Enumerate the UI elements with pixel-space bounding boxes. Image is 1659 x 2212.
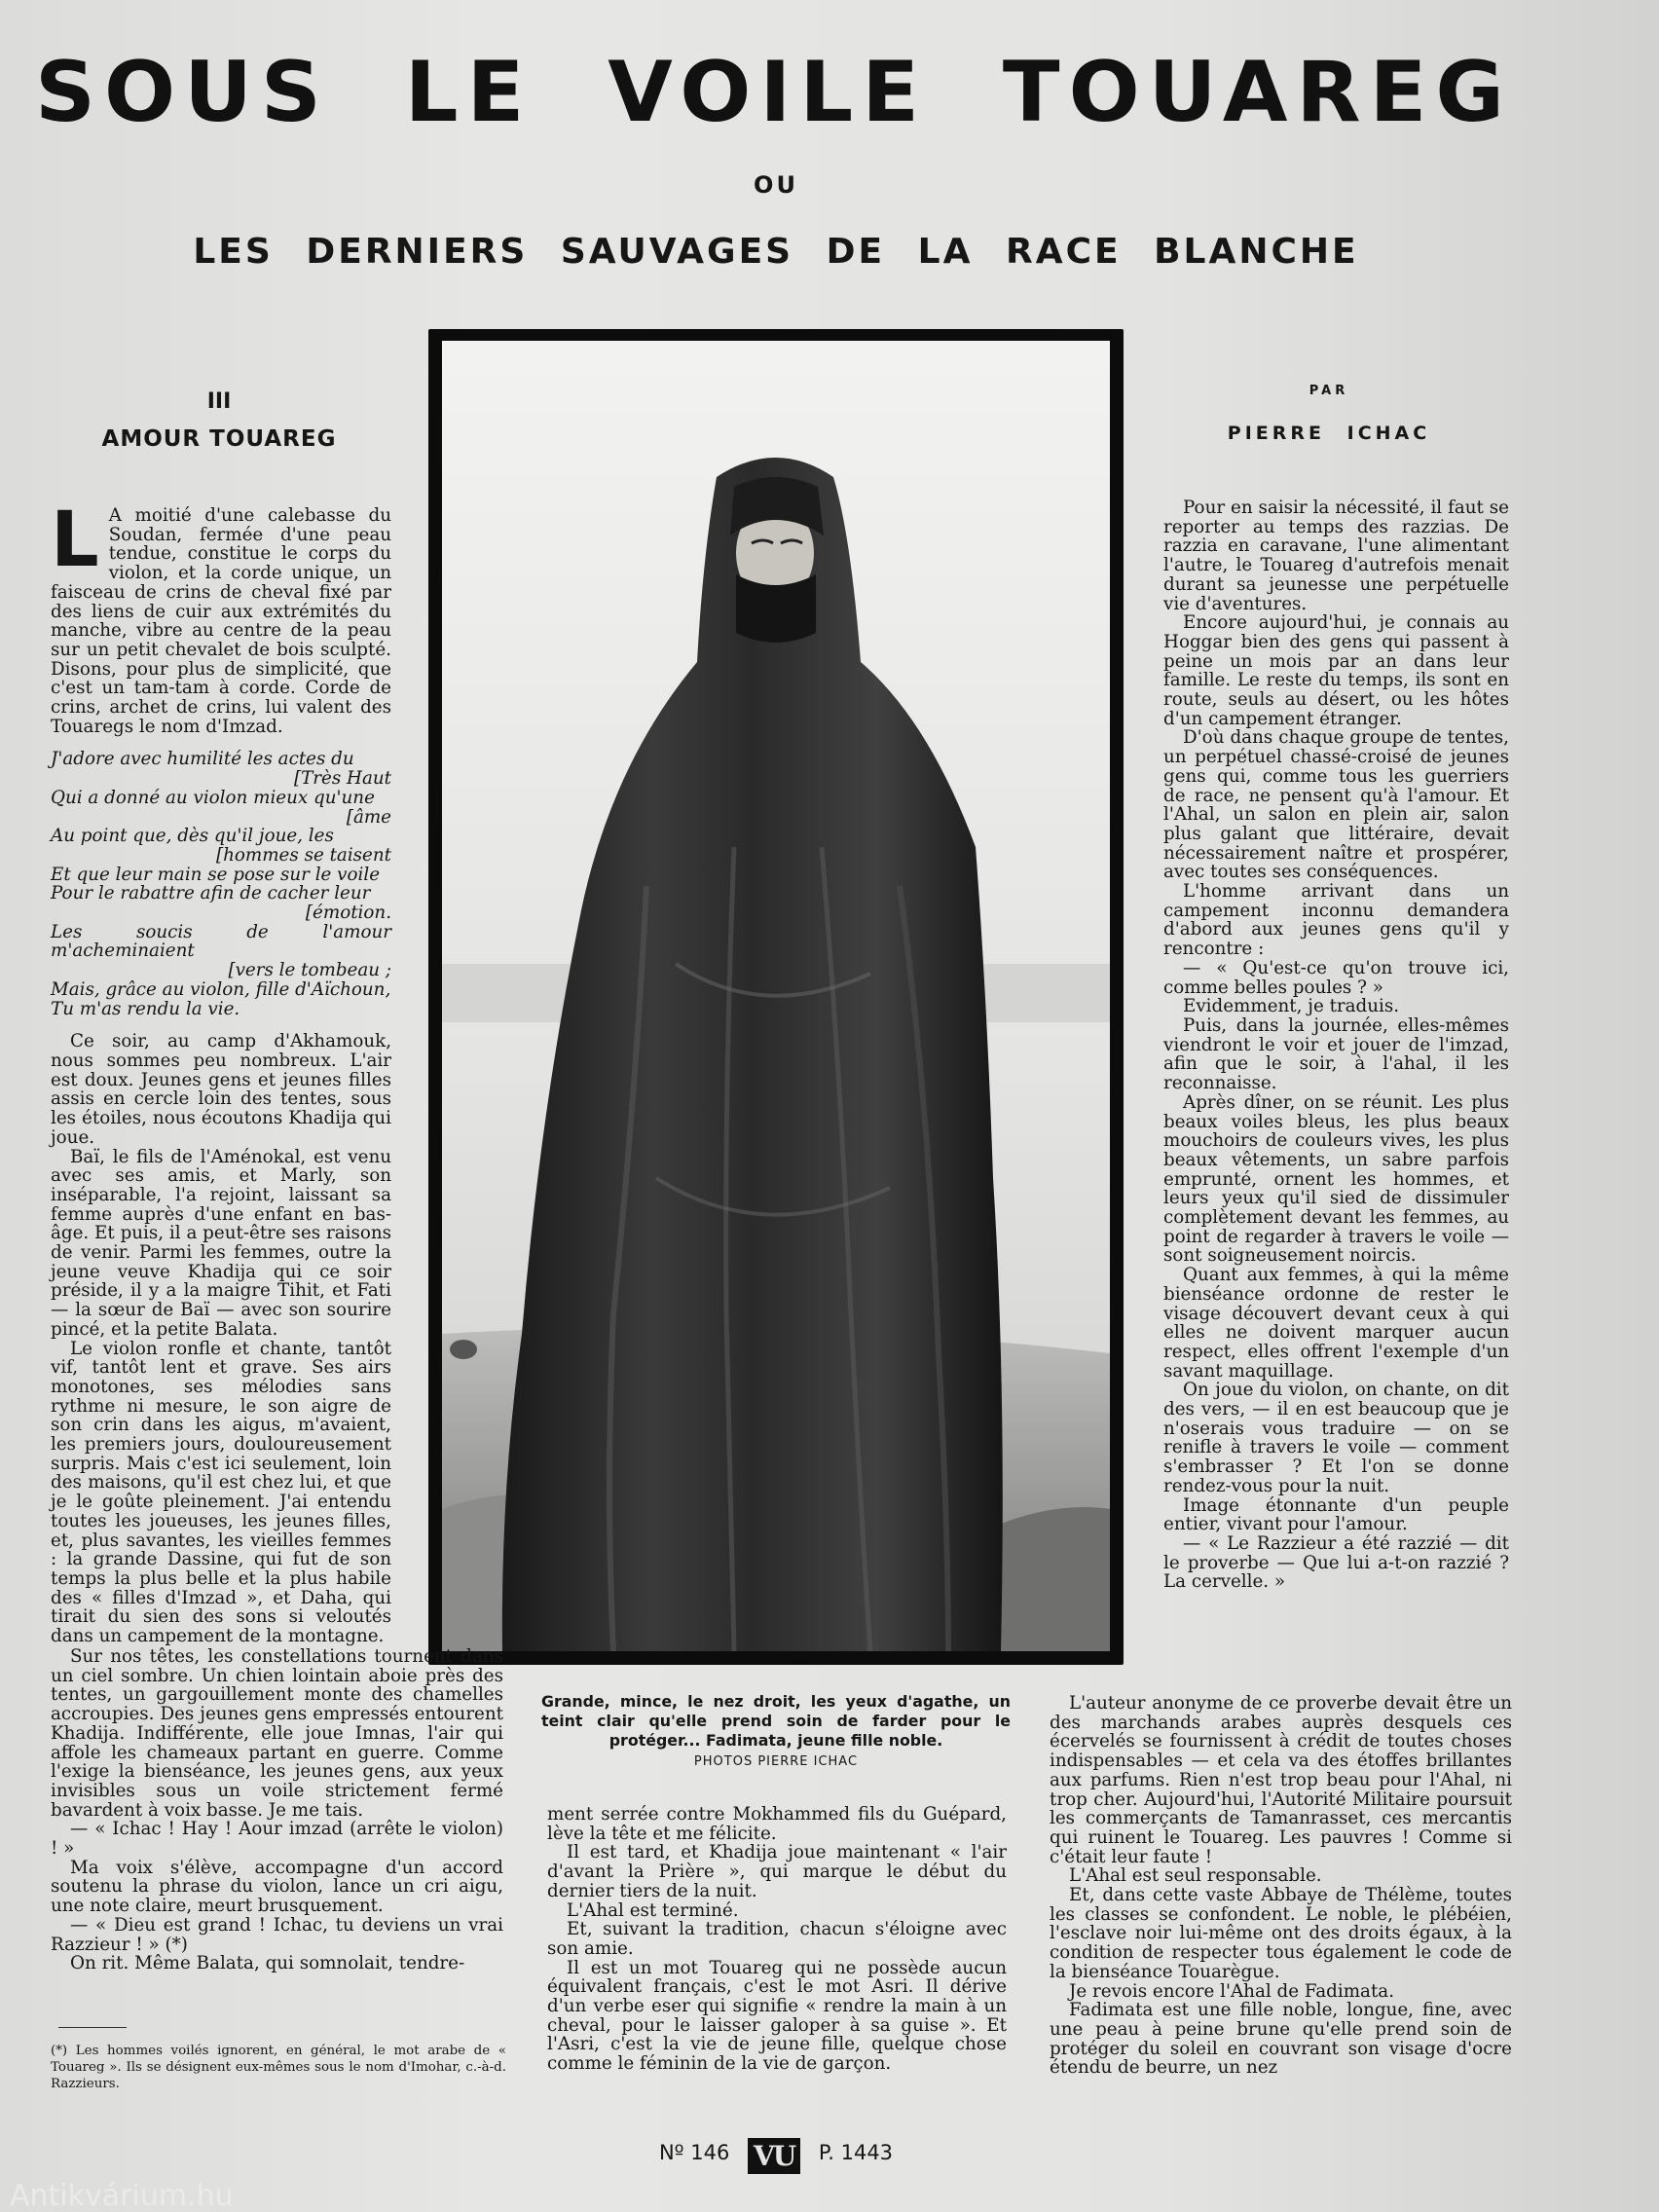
paragraph: Pour en saisir la nécessité, il faut se reporter au temps des razzias. De razzia en caravane, l'une alimentant l'autre, le Touareg d'autrefois menait durant sa jeunesse une perpétuelle vie d'aventures. [1163,498,1509,614]
vu-logo: VU [748,2138,800,2174]
poem-line: Tu m'as rendu la vie. [51,998,240,1019]
page-folio [0,2138,1552,2174]
paragraph: Sur nos têtes, les constellations tournent dans un ciel sombre. Un chien lointain aboie près des tentes, un gargouillement monte des chamelles accroupies. Des jeunes gens empressés entourent Khadija. Indifférente, elle joue Imnas, l'air qui affole les chameaux partant en guerre. Comme l'exige la bienséance, les jeunes gens, aux yeux invisibles sous un voile strictement fermé bavardent à voix basse. Je me tais. [51,1646,503,1821]
photo-frame [428,329,1124,1665]
paragraph: Ce soir, au camp d'Akhamouk, nous sommes peu nombreux. L'air est doux. Jeunes gens et jeunes filles assis en cercle loin des tentes, sous les étoiles, nous écoutons Khadija qui joue. [51,1031,391,1148]
photo-veiled-woman [442,341,1110,1651]
column-right [1163,498,1509,1592]
paragraph: L'homme arrivant dans un campement inconnu demandera d'abord aux jeunes gens qu'il y rencontre : [1163,881,1509,960]
lead-paragraph-text: A moitié d'une calebasse du Soudan, fermée d'une peau tendue, constitue le corps du violon, et la corde unique, un faisceau de crins de cheval fixé par des liens de cuir aux extrémités du manche, vibre au centre de la peau sur un petit chevalet de bois sculpté. Disons, pour plus de simplicité, que c'est un tam-tam à corde. Corde de crins, archet de crins, lui valent des Touaregs le nom d'Imzad. [51,505,391,737]
paragraph: Evidemment, je traduis. [1183,996,1400,1017]
paragraph: Ma voix s'élève, accompagne d'un accord soutenu la phrase du violon, lance un cri aigu, une note claire, meurt brusquement. [51,1857,503,1917]
paragraph: ment serrée contre Mokhammed fils du Guépard, lève la tête et me félicite. [547,1804,1007,1844]
poem-line: [vers le tombeau ; [228,960,391,981]
paragraph: — « Qu'est-ce qu'on trouve ici, comme belles poules ? » [1163,957,1509,998]
article-title: SOUS LE VOILE TOUAREG [35,44,1513,141]
paragraph: Et, suivant la tradition, chacun s'éloigne avec son amie. [547,1919,1007,1959]
paragraph: Fadimata est une fille noble, longue, fine, avec une peau à peine brune qu'elle prend soin de protéger du soleil en couvrant son visage d'ocre étendu de beurre, un nez [1050,2000,1512,2079]
paragraph: Après dîner, on se réunit. Les plus beaux voiles bleus, les plus beaux mouchoirs de couleurs vives, les plus beaux vêtements, un sabre parfois emprunté, ornent les hommes, et leurs yeux qu'il sied de dissimuler complètement devant les femmes, au point de regarder à travers le voile — sont soigneusement noircis. [1163,1091,1509,1267]
paragraph: L'auteur anonyme de ce proverbe devait être un des marchands arabes auprès desquels ces écervelés se fournissent à crédit de toutes choses indispensables — et cela va des étoffes brillantes aux parfums. Rien n'est trop beau pour l'Ahal, ni trop cher. Aujourd'hui, l'Autorité Militaire poursuit les commerçants de Tamanrasset, ces mercantis qui ruinent le Touareg. Les pauvres ! Comme si c'était leur faute ! [1050,1693,1512,1867]
footnote: (*) Les hommes voilés ignorent, en général, le mot arabe de « Touareg ». Ils se désignent eux-mêmes sous le nom d'Imohar, c.-à-d. Razzieurs. [51,2044,506,2091]
paragraph: — « Ichac ! Hay ! Aour imzad (arrête le violon) ! » [51,1819,503,1860]
poem-line: [émotion. [305,903,391,924]
column-middle [547,1805,1007,2074]
paragraph: L'Ahal est seul responsable. [1069,1865,1322,1887]
poem-line: Qui a donné au violon mieux qu'une [51,787,375,808]
poem-line: J'adore avec humilité les actes du [51,749,354,770]
photo-caption: Grande, mince, le nez droit, les yeux d'agathe, un teint clair qu'elle prend soin de farder pour le protéger... Fadimata, jeune fille noble. [541,1692,1011,1750]
paragraph: — « Le Razzieur a été razzié — dit le proverbe — Que lui a-t-on razzié ? La cervelle. » [1163,1532,1509,1593]
paragraph: Je revois encore l'Ahal de Fadimata. [1069,1980,1395,2002]
paragraph: Il est un mot Touareg qui ne possède aucun équivalent français, c'est le mot Asri. Il dérive d'un verbe eser qui signifie « rendre la main à un cheval, pour le laisser galoper à sa guise ». Et l'Asri, c'est la vie de jeune fille, quelque chose comme le féminin de la vie de garçon. [547,1957,1007,2075]
paragraph: Et, dans cette vaste Abbaye de Thélème, toutes les classes se confondent. Le noble, le plébéien, l'esclave noir lui-même ont des droits égaux, à la condition de respecter tous également le code de la bienséance Touarègue. [1050,1885,1512,1982]
page-number: P. 1443 [818,2141,894,2164]
poem-line: Pour le rabattre afin de cacher leur [51,883,371,904]
paragraph: Baï, le fils de l'Aménokal, est venu avec ses amis, et Marly, son inséparable, l'a rejoint, laissant sa femme auprès d'une enfant en bas-âge. Et puis, il a peut-être ses raisons de venir. Parmi les femmes, outre la jeune veuve Khadija qui ce soir préside, il y a la maigre Tihit, et Fati — la sœur de Baï — avec son sourire pincé, et la petite Balata. [51,1146,391,1340]
paragraph: Le violon ronfle et chante, tantôt vif, tantôt lent et grave. Ses airs monotones, ses mélodies sans rythme ni mesure, le son aigre de son crin dans les aigus, m'avaient, les premiers jours, douloureusement surpris. Mais c'est ici seulement, loin des maisons, qu'il est chez lui, et que je le goûte pleinement. J'ai entendu toutes les joueuses, les jeunes filles, et, plus savantes, les vieilles femmes : la grande Dassine, qui fut de son temps la plus belle et la plus habile des « filles d'Imzad », et Daha, qui tirait du sien des sons si veloutés dans un campement de la montagne. [51,1338,391,1647]
paragraph: L'Ahal est terminé. [567,1899,739,1921]
title-conjunction: OU [754,171,798,199]
poem-line: Mais, grâce au violon, fille d'Aïchoun, [51,978,391,1000]
paragraph: Image étonnante d'un peuple entier, vivant pour l'amour. [1163,1494,1509,1535]
photo-credit: PHOTOS PIERRE ICHAC [693,1754,859,1769]
article-subtitle: LES DERNIERS SAUVAGES DE LA RACE BLANCHE [193,232,1359,272]
paragraph: On joue du violon, on chante, on dit des vers, — il en est beaucoup que je n'oserais vous traduire — on se renifle à travers le voile — comment s'embrasser ? Et l'on se donne rendez-vous pour la nuit. [1163,1380,1509,1496]
chapter-title: AMOUR TOUAREG [101,426,337,452]
paragraph: Il est tard, et Khadija joue maintenant « l'air d'avant la Prière », qui marque le début du dernier tiers de la nuit. [547,1842,1007,1901]
poem-line: Et que leur main se pose sur le voile [51,864,381,885]
watermark: Antikvárium.hu [10,2179,234,2212]
issue-number: Nº 146 [658,2141,730,2164]
paragraph: D'où dans chaque groupe de tentes, un perpétuel chassé-croisé de jeunes gens qui, comme tous les guerriers de race, ne pensent qu'à l'amour. Et l'Ahal, un salon en plein air, salon plus galant que littéraire, devait nécessairement naître et prospérer, avec toutes ses conséquences. [1163,727,1509,883]
paragraph: Quant aux femmes, à qui la même bienséance ordonne de rester le visage découvert devant ceux à qui elles ne doivent marquer aucun respect, elles offrent l'exemple d'un savant maquillage. [1163,1265,1509,1382]
chapter-number: III [206,389,232,414]
column-left-bottom [51,1647,503,1973]
poem-line: [âme [346,806,391,828]
paragraph: On rit. Même Balata, qui somnolait, tendre- [70,1953,465,1974]
poem-line: [Très Haut [293,768,391,790]
footnote-rule [58,2027,127,2028]
poem [51,750,391,1018]
paragraph: Encore aujourd'hui, je connais au Hoggar bien des gens qui passent à peine un mois par an dans leur famille. Le reste du temps, ils sont en route, seuls au désert, ou les hôtes d'un campement étranger. [1163,612,1509,729]
poem-line: Les soucis de l'amour m'acheminaient [51,921,391,962]
column-left [51,497,391,1647]
poem-line: [hommes se taisent [215,844,391,866]
drop-cap: L [51,497,99,584]
paragraph: Puis, dans la journée, elles-mêmes viendront le voir et jouer de l'imzad, afin que le soir, à l'ahal, il les reconnaisse. [1163,1014,1509,1094]
byline-author: PIERRE ICHAC [1227,423,1431,444]
lead-paragraph [51,497,391,737]
paragraph: — « Dieu est grand ! Ichac, tu deviens un vrai Razzieur ! » (*) [51,1914,503,1955]
column-right-bottom [1050,1694,1512,2078]
byline-par: PAR [1309,384,1349,398]
poem-line: Au point que, dès qu'il joue, les [51,826,334,847]
